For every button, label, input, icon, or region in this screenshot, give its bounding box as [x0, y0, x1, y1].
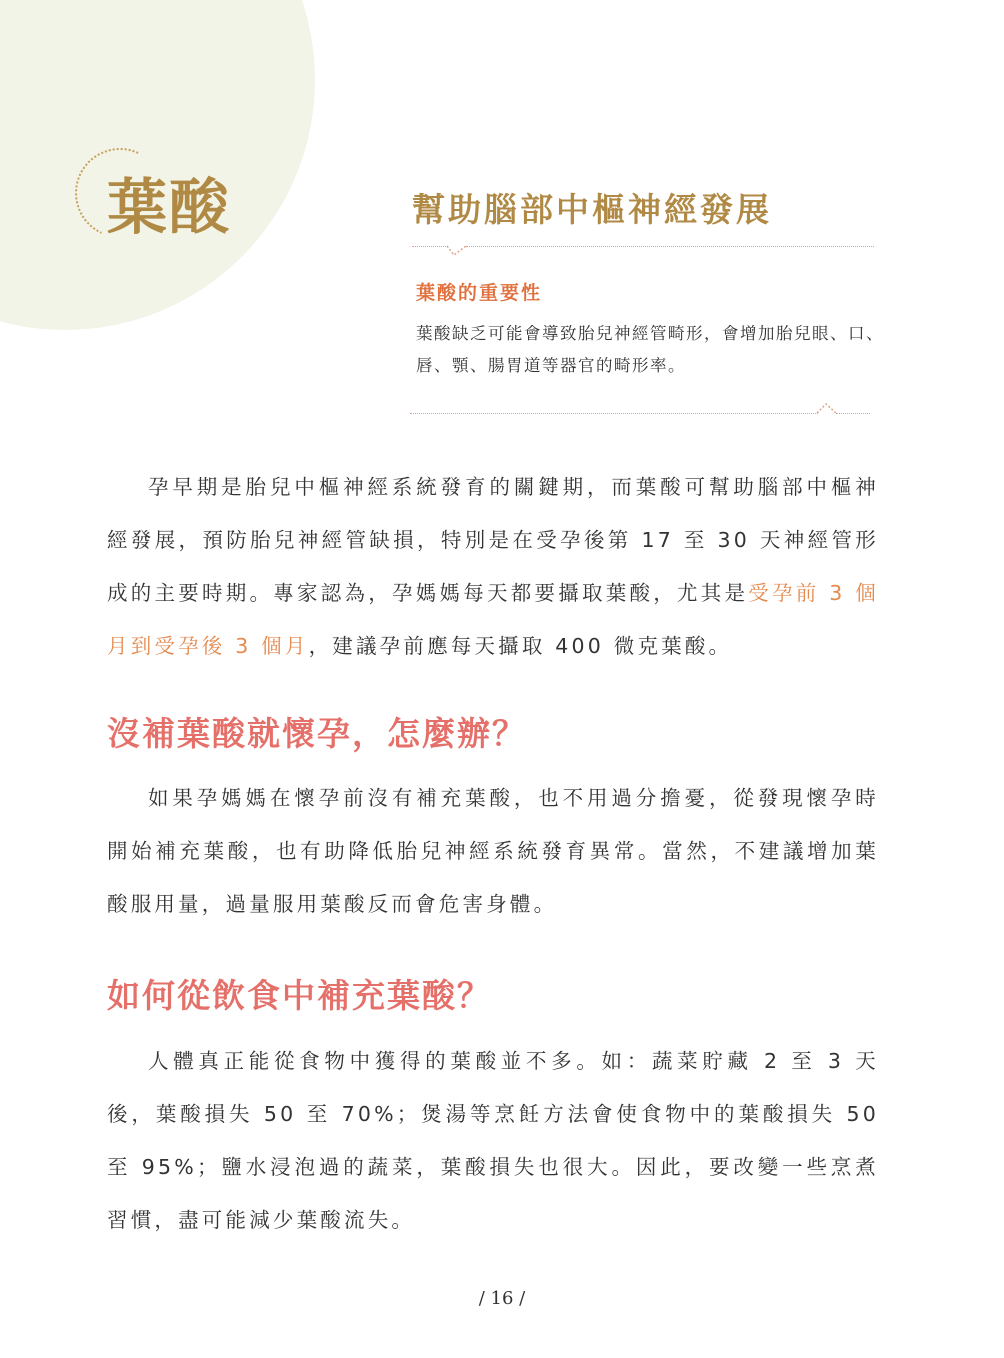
section1-paragraph: 如果孕媽媽在懷孕前沒有補充葉酸，也不用過分擔憂，從發現懷孕時開始補充葉酸，也有助降低胎兒神經系統發育異常。當然，不建議增加葉酸服用量，過量服用葉酸反而會危害身體。: [107, 786, 879, 916]
section2-paragraph: 人體真正能從食物中獲得的葉酸並不多。如：蔬菜貯藏 2 至 3 天後，葉酸損失 50 至 70%；煲湯等烹飪方法會使食物中的葉酸損失 50 至 95%；鹽水浸泡過的蔬菜，葉酸損失也很大。因此，要改變一些烹煮習慣，盡可能減少葉酸流失。: [107, 1049, 879, 1232]
importance-title: 葉酸的重要性: [416, 282, 543, 304]
divider-notch-bottom: [816, 401, 838, 415]
section1-heading: 沒補葉酸就懷孕，怎麼辦？: [107, 714, 527, 753]
page-title: 葉酸: [107, 173, 231, 243]
divider-top-left: [412, 246, 448, 247]
intro-text-2: ，建議孕前應每天攝取 400 微克葉酸。: [308, 634, 733, 658]
importance-text: 葉酸缺乏可能會導致胎兒神經管畸形，會增加胎兒眼、口、唇、顎、腸胃道等器官的畸形率。: [416, 324, 884, 375]
section2-heading: 如何從飲食中補充葉酸？: [107, 976, 492, 1015]
page-subtitle: 幫助腦部中樞神經發展: [412, 190, 772, 229]
page-number: / 16 /: [478, 1288, 526, 1309]
divider-bottom-left: [410, 413, 818, 414]
intro-highlight: 受孕前 3 個月到受孕後 3 個月: [107, 581, 879, 658]
intro-text-1: 孕早期是胎兒中樞神經系統發育的關鍵期，而葉酸可幫助腦部中樞神經發展，預防胎兒神經管缺損，特別是在受孕後第 17 至 30 天神經管形成的主要時期。專家認為，孕媽媽每天都要攝取葉酸，尤其是: [107, 475, 879, 605]
intro-paragraph: [107, 461, 879, 673]
divider-top-right: [466, 246, 874, 247]
divider-bottom-right: [836, 413, 870, 414]
divider-notch-top: [446, 244, 468, 258]
